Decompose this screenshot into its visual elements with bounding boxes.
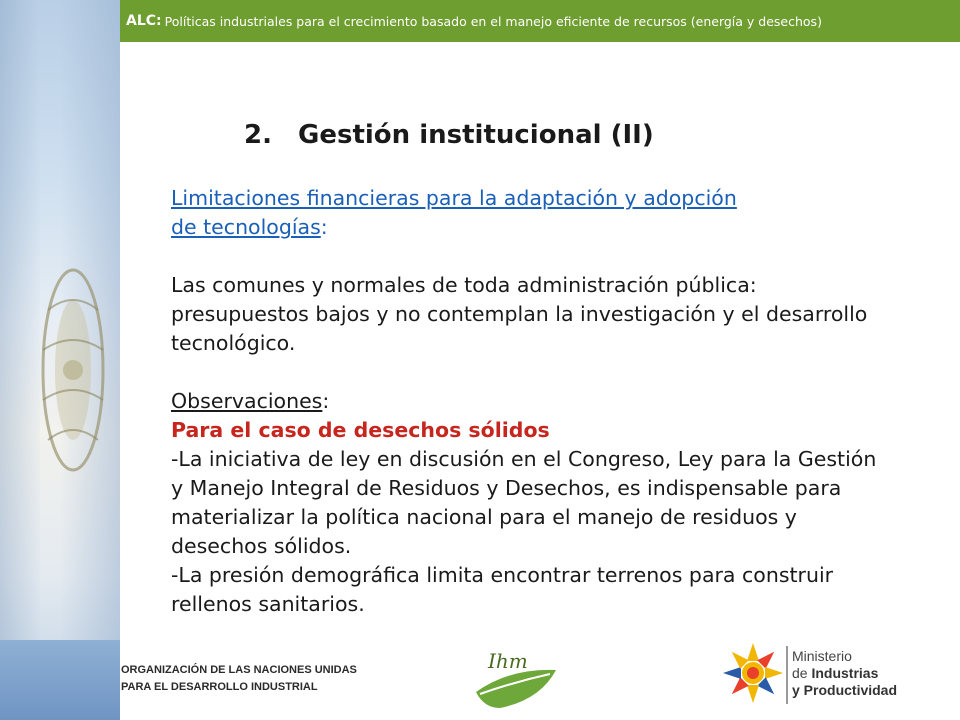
- sun-logo-icon: [720, 640, 786, 706]
- observations-colon: :: [322, 389, 330, 413]
- ministry-divider: [786, 646, 788, 704]
- header-bar: [120, 0, 960, 42]
- observations-heading: [171, 387, 891, 416]
- section-heading: [171, 184, 891, 242]
- ministry-line3: y Productividad: [792, 682, 898, 698]
- ministry-line2: [792, 665, 922, 682]
- slide-number: 2.: [244, 120, 272, 150]
- ministry-logo-text: [792, 648, 922, 699]
- ministry-de: de: [792, 665, 808, 681]
- ministry-industrias: Industrias: [811, 665, 879, 681]
- header-text: Políticas industriales para el crecimiento basado en el manejo eficiente de recursos (energía y desechos): [164, 13, 822, 29]
- observations-label: Observaciones: [171, 389, 323, 413]
- slide-title: [244, 120, 654, 150]
- unido-logo-text: [121, 662, 357, 696]
- heading-colon: :: [320, 215, 328, 239]
- org-line2: PARA EL DESARROLLO INDUSTRIAL: [121, 681, 318, 693]
- flag-background: [0, 0, 120, 720]
- heading-link-line2[interactable]: de tecnologías: [171, 215, 321, 239]
- header-prefix: ALC:: [126, 13, 162, 29]
- flag-emblem-icon: [28, 250, 118, 510]
- heading-link-line1[interactable]: Limitaciones financieras para la adaptación y adopción: [171, 186, 737, 210]
- slide-title-text: Gestión institucional (II): [298, 120, 654, 150]
- subheading-solid-waste: Para el caso de desechos sólidos: [171, 418, 550, 442]
- bullet-law-initiative: -La iniciativa de ley en discusión en el Congreso, Ley para la Gestión y Manejo Integral de Residuos y Desechos, es indispensable para materializar la política nacional para el manejo de residuos y desechos sólidos.: [171, 447, 877, 558]
- leaf-logo-icon: [470, 648, 560, 712]
- bullet-demographic-pressure: -La presión demográfica limita encontrar terrenos para construir rellenos sanitarios.: [171, 563, 834, 616]
- ministry-line1: Ministerio: [792, 648, 852, 664]
- slide-content: [171, 184, 891, 619]
- paragraph-budget: Las comunes y normales de toda administración pública: presupuestos bajos y no contemplan la investigación y el desarrollo tecnológico.: [171, 273, 868, 355]
- flag-bottom: [0, 640, 120, 720]
- org-line1: ORGANIZACIÓN DE LAS NACIONES UNIDAS: [121, 664, 357, 676]
- svg-text:Ihm: Ihm: [488, 649, 528, 673]
